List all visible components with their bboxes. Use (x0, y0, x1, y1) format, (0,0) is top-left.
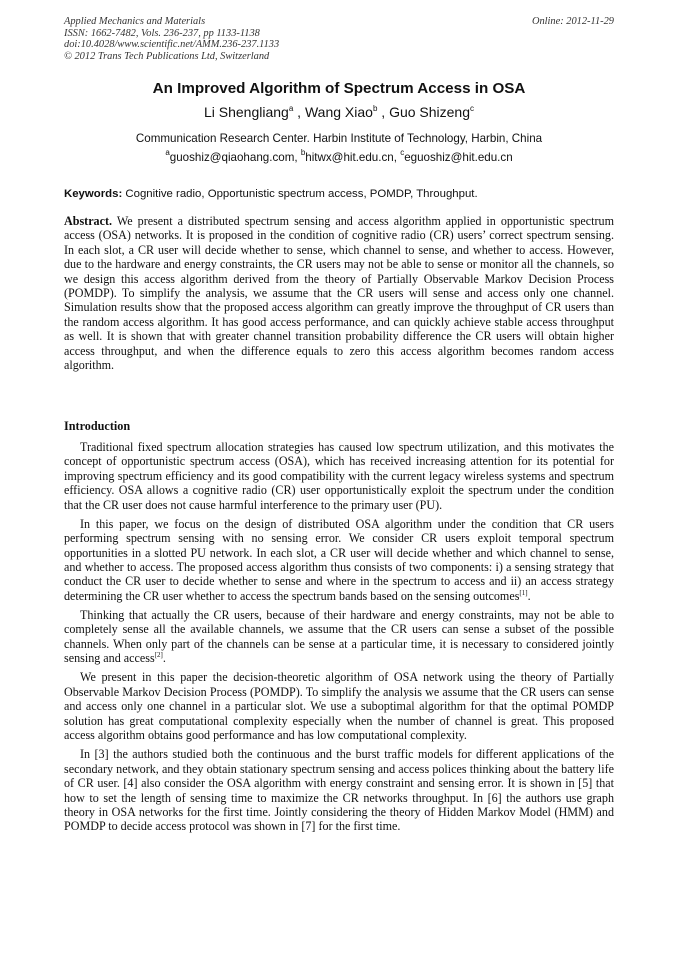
citation[interactable]: [1] (519, 588, 528, 597)
paragraph (64, 747, 614, 833)
email-separator: , (294, 151, 301, 164)
email-separator: , (393, 151, 401, 164)
citation[interactable]: [2] (154, 651, 163, 660)
author-separator: , (377, 104, 390, 120)
introduction-body (64, 440, 614, 834)
abstract (64, 214, 614, 372)
paper-title: An Improved Algorithm of Spectrum Access in OSA (152, 80, 526, 97)
paragraph-text: In this paper, we focus on the design of distributed OSA algorithm under the condition that CR users performing spectrum sensing with no sensing error. We consider CR users exploit temporal spectrum opportunities in a slotted PU network. In each slot, a CR user will decide whether and which channel to sense, and whether to access. The proposed access algorithm thus consists of two components: i) a sensing strategy that conduct the CR user to decide whether to sense and where in the spectrum to access and ii) an access strategy determining the CR user whether to access the spectrum bands based on the sensing outcomes (64, 516, 614, 603)
paragraph-end: . (527, 588, 531, 603)
email-address[interactable]: guoshiz@qiaohang.com (169, 151, 295, 164)
keywords-text: Cognitive radio, Opportunistic spectrum access, POMDP, Throughput. (122, 188, 478, 200)
issn-line: ISSN: 1662-7482, Vols. 236-237, pp 1133-1138 (64, 27, 260, 39)
author-affil-mark: c (470, 104, 475, 113)
email-mark: b (300, 148, 306, 157)
doi-line[interactable]: doi:10.4028/www.scientific.net/AMM.236-237.1133 (64, 39, 280, 51)
author-name: Wang Xiao (304, 104, 373, 120)
section-heading-introduction: Introduction (64, 419, 131, 433)
paragraph-text: We present in this paper the decision-theoretic algorithm of OSA network using the theory of Partially Observable Markov Decision Process (POMDP). To simplify the analysis we assume that the CR users can sense and access only one channel in a particular slot. We use a suboptimal algorithm for that the optimal POMDP solution has great computational complexity especially when the number of channel is great. This proposed access algorithm obtains good performance and has low computational complexity. (64, 670, 614, 743)
author-affil-mark: b (372, 104, 378, 113)
author-affil-mark: a (288, 104, 294, 113)
paragraph (64, 608, 614, 666)
paragraph-text: Traditional fixed spectrum allocation strategies has caused low spectrum utilization, and this motivates the concept of opportunistic spectrum access (OSA), which has received increasing attention for its potential for improving spectrum efficiency and its good compatibility with the current legacy wireless systems and spectrum efficiency. OSA allows a cognitive radio (CR) user opportunistically exploit the spectrum under the condition that the CR user does not cause harmful interference to the primary user (PU). (64, 440, 614, 512)
paragraph (64, 517, 614, 603)
paragraph-end: . (162, 651, 166, 666)
email-address[interactable]: hitwx@hit.edu.cn (305, 151, 394, 164)
paragraph (64, 670, 614, 742)
email-mark: c (400, 148, 405, 157)
journal-name: Applied Mechanics and Materials (64, 16, 206, 27)
author-name: Li Shengliang (203, 104, 289, 120)
author-name: Guo Shizeng (389, 104, 471, 120)
affiliation: Communication Research Center. Harbin Institute of Technology, Harbin, China (135, 132, 543, 145)
paragraph-text: Thinking that actually the CR users, because of their hardware and energy constraints, may not be able to completely sense all the available channels, we assume that the CR users can sense a subset of the possible channels. When only part of the channels can be sense at a particular time, it is necessary to considered jointly sensing and access (64, 608, 614, 666)
keywords (64, 188, 614, 200)
email-list (64, 148, 614, 164)
abstract-text: We present a distributed spectrum sensing and access algorithm applied in opportunistic spectrum access (OSA) networks. It is proposed in the condition of cognitive radio (CR) users’ correct spectrum sensing. In each slot, a CR user will decide whether to sense, which channel to sense, and whether to access. However, due to the hardware and energy constraints, the CR users may not be able to sense or monitor all the channels, so we design this access algorithm derived from the theory of Partially Observable Markov Decision Process (POMDP). To simplify the analysis, we assume that the CR users will sense and access only one channel. Simulation results show that the proposed access algorithm can greatly improve the throughput of CR users than the random access algorithm. It has good access performance, and can quickly achieve stable access throughput as well. It is shown that with greater channel transition probability difference the CR users will obtain higher access throughput, and when the difference equals to zero this access algorithm becomes random access algorithm. (64, 214, 614, 373)
copyright-line: © 2012 Trans Tech Publications Ltd, Switzerland (64, 50, 270, 62)
email-mark: a (165, 148, 170, 157)
paragraph (64, 440, 614, 512)
author-separator: , (293, 104, 305, 120)
journal-header (64, 16, 614, 62)
email-address[interactable]: eguoshiz@hit.edu.cn (404, 151, 513, 164)
keywords-label: Keywords: (64, 188, 123, 200)
online-date: Online: 2012-11-29 (531, 16, 614, 27)
paragraph-text: In [3] the authors studied both the continuous and the burst traffic models for different applications of the secondary network, and they obtain stationary spectrum sensing and access polices thinking about the battery life of CR user. [4] also consider the OSA algorithm with energy constraint and sensing error. It is shown in [5] that how to set the length of sensing time to maximize the CR networks throughput. In [6] the authors use graph theory in OSA networks for the first time. Jointly considering the theory of Hidden Markov Model (HMM) and POMDP to decide access protocol was shown in [7] for the first time. (64, 747, 614, 834)
author-list (64, 104, 614, 120)
abstract-label: Abstract. (64, 214, 113, 228)
